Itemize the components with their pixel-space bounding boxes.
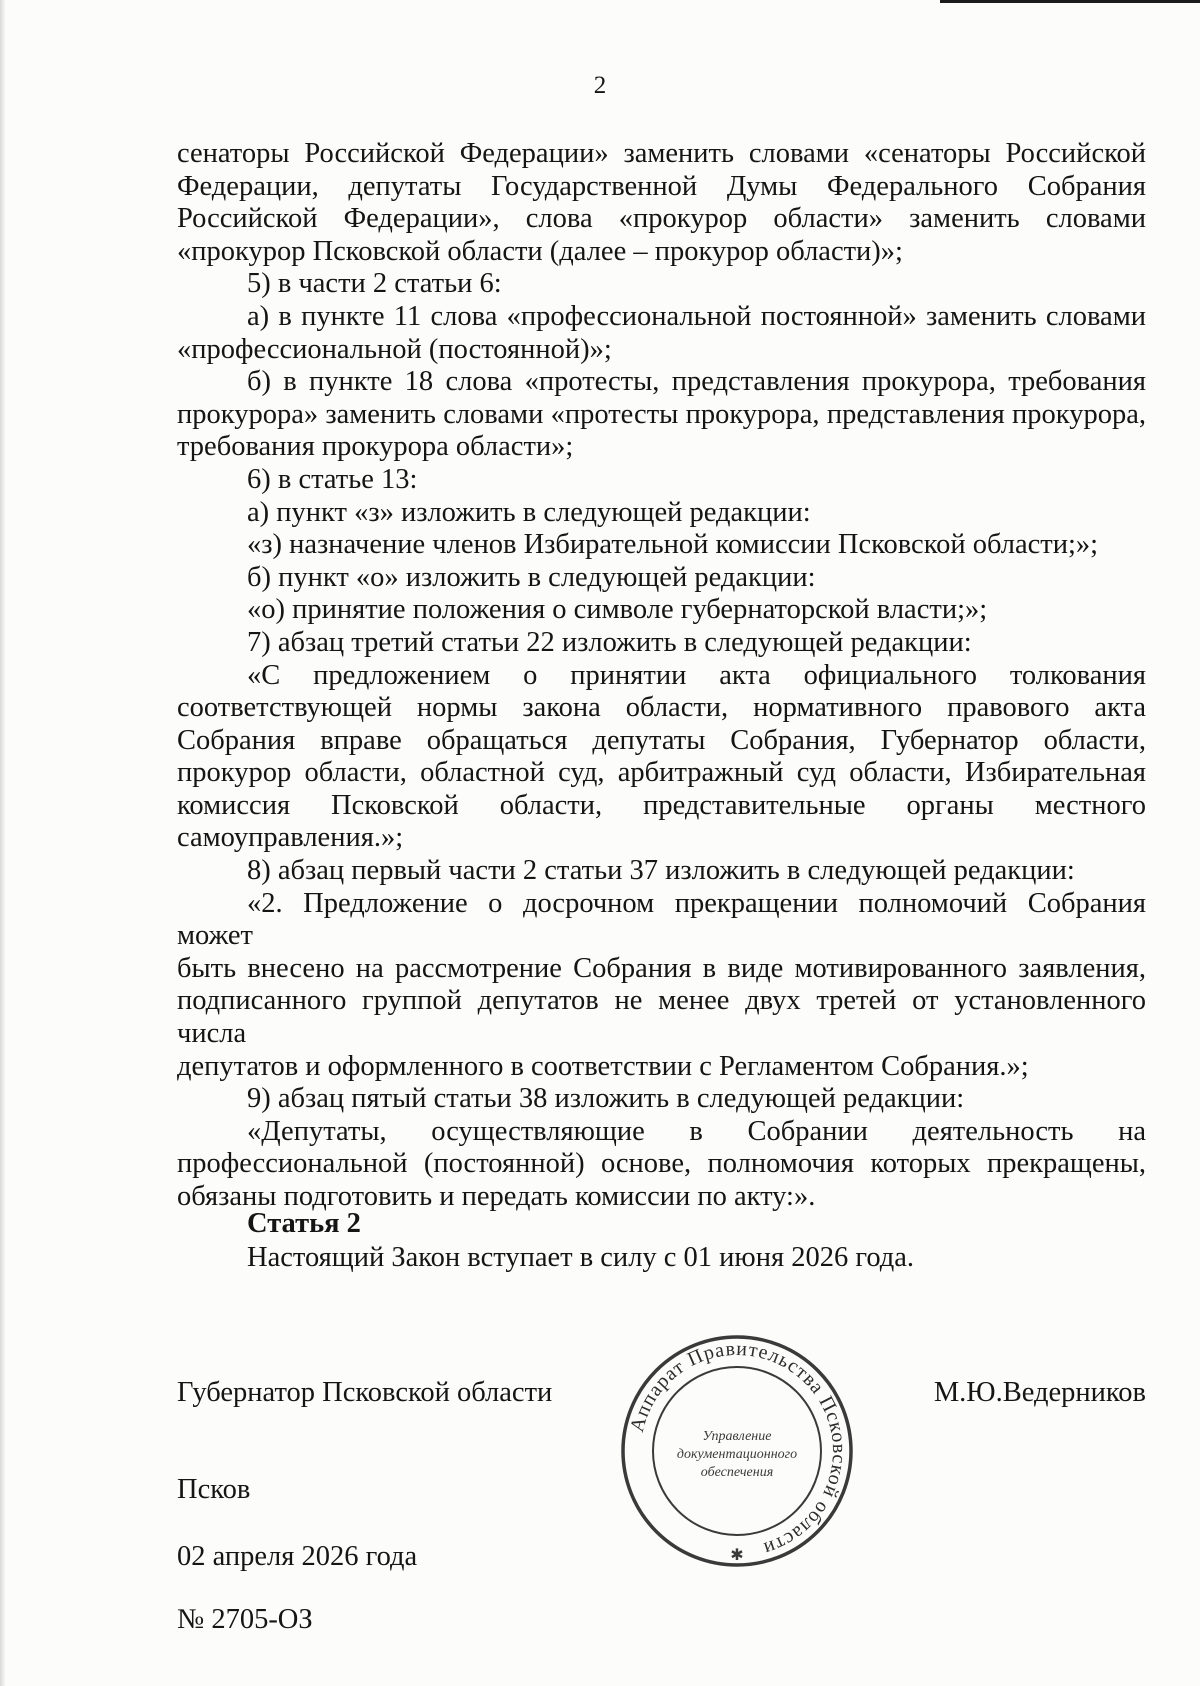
text-line: Российской Федерации», слова «прокурор области» заменить словами bbox=[177, 203, 1146, 235]
seal-center-line: обеспечения bbox=[700, 1465, 774, 1480]
text-line: Собрания вправе обращаться депутаты Собрания, Губернатор области, bbox=[177, 724, 1146, 756]
law-date: 02 апреля 2026 года bbox=[177, 1541, 418, 1572]
governor-name: М.Ю.Ведерников bbox=[933, 1377, 1146, 1408]
seal-star-icon: ✱ bbox=[730, 1545, 744, 1564]
official-seal-stamp bbox=[620, 1334, 854, 1568]
text-line: «Депутаты, осуществляющие в Собрании деятельность на bbox=[247, 1115, 1146, 1147]
item-6b-text: «о) принятие положения о символе губернаторской власти;»; bbox=[247, 594, 988, 626]
text-line: обязаны подготовить и передать комиссии по акту:». bbox=[177, 1181, 816, 1212]
item-9-text bbox=[177, 1116, 1146, 1214]
article-2-text: Настоящий Закон вступает в силу с 01 июня 2026 года. bbox=[247, 1242, 915, 1273]
text-line: быть внесено на рассмотрение Собрания в виде мотивированного заявления, bbox=[177, 952, 1146, 984]
page-number: 2 bbox=[593, 72, 607, 99]
item-8-text bbox=[177, 888, 1146, 1084]
text-line: «прокурор Псковской области (далее – прокурор области)»; bbox=[177, 235, 903, 267]
text-line: депутатов и оформленного в соответствии с Регламентом Собрания.»; bbox=[177, 1050, 1029, 1082]
law-number: № 2705-ОЗ bbox=[177, 1604, 313, 1635]
text-line: соответствующей нормы закона области, нормативного правового акта bbox=[177, 692, 1146, 724]
governor-title: Губернатор Псковской области bbox=[177, 1377, 553, 1408]
text-line: самоуправления.»; bbox=[177, 822, 404, 854]
text-line: профессиональной (постоянной) основе, полномочия которых прекращены, bbox=[177, 1148, 1146, 1180]
article-2-title: Статья 2 bbox=[247, 1208, 361, 1239]
text-line: прокурора» заменить словами «протесты прокурора, представления прокурора, bbox=[177, 398, 1146, 430]
item-6: 6) в статье 13: bbox=[247, 463, 418, 495]
text-line: подписанного группой депутатов не менее двух третей от установленного числа bbox=[177, 985, 1146, 1050]
article-2 bbox=[247, 1207, 1147, 1275]
city: Псков bbox=[177, 1474, 251, 1505]
scan-left-edge bbox=[0, 0, 6, 1686]
text-line: прокурор области, областной суд, арбитражный суд области, Избирательная bbox=[177, 757, 1146, 789]
text-line: б) в пункте 18 слова «протесты, представления прокурора, требования bbox=[247, 366, 1146, 398]
text-line: Федерации, депутаты Государственной Думы Федерального Собрания bbox=[177, 170, 1146, 202]
item-7-text bbox=[177, 660, 1146, 856]
text-line: комиссия Псковской области, представительные органы местного bbox=[177, 789, 1146, 821]
item-6a: а) пункт «з» изложить в следующей редакции: bbox=[247, 496, 811, 528]
item-8: 8) абзац первый части 2 статьи 37 изложить в следующей редакции: bbox=[247, 855, 1075, 887]
paragraph-1 bbox=[177, 138, 1146, 268]
text-line: «профессиональной (постоянной)»; bbox=[177, 333, 612, 365]
text-line: требования прокурора области»; bbox=[177, 431, 574, 463]
item-7: 7) абзац третий статьи 22 изложить в следующей редакции: bbox=[247, 626, 972, 658]
item-5: 5) в части 2 статьи 6: bbox=[247, 268, 502, 300]
scan-top-edge-line bbox=[940, 0, 1200, 3]
text-line: «С предложением о принятии акта официального толкования bbox=[247, 659, 1146, 691]
seal-center-line: Управление bbox=[702, 1429, 772, 1444]
item-5b bbox=[177, 366, 1146, 464]
seal-center-line: документационного bbox=[676, 1447, 798, 1462]
item-6a-text: «з) назначение членов Избирательной комиссии Псковской области;»; bbox=[247, 529, 1099, 561]
item-9: 9) абзац пятый статьи 38 изложить в следующей редакции: bbox=[247, 1083, 965, 1115]
item-5a bbox=[177, 301, 1146, 366]
document-body bbox=[177, 138, 1146, 1214]
text-line: «2. Предложение о досрочном прекращении полномочий Собрания может bbox=[177, 887, 1146, 952]
text-line: сенаторы Российской Федерации» заменить словами «сенаторы Российской bbox=[177, 138, 1146, 169]
text-line: а) в пункте 11 слова «профессиональной постоянной» заменить словами bbox=[247, 300, 1146, 332]
item-6b: б) пункт «о» изложить в следующей редакции: bbox=[247, 561, 816, 593]
seal-ring-text: Аппарат Правительства Псковской области bbox=[625, 1337, 851, 1561]
